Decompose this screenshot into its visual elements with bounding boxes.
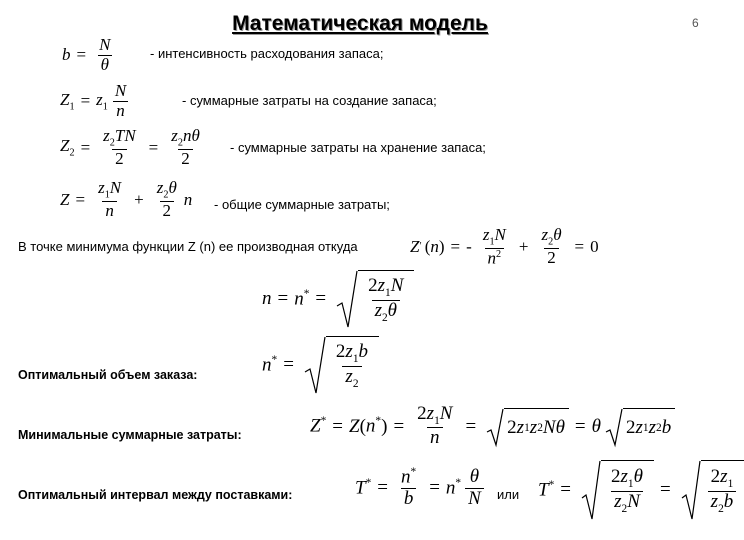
formula-derivative: Z ′ ( n ) = - $\frac{z_1N}{n^2}$ + $\frac{z_2\theta}{2}$ = 0 xyxy=(410,225,599,268)
optimal-interval-label: Оптимальный интервал между поставками: xyxy=(18,488,293,502)
formula-min-costs: Z* = Z ( n* ) = $\frac{2z_1N}{n}$ = 2 z 1 z 2 Nθ = θ 2 z 1 z 2 b xyxy=(310,404,675,449)
formula-n-star: n = n* = $\frac{2z_1N}{z_2\theta}$ xyxy=(262,270,414,328)
radical-sign xyxy=(304,336,326,394)
slide-title: Математическая модель xyxy=(232,12,488,35)
radical-sign xyxy=(605,408,623,446)
optimal-order-label: Оптимальный объем заказа: xyxy=(18,368,198,382)
formula-b: b = $\frac{N}{\theta}$ xyxy=(62,35,111,74)
formula-z1: $Z_1$ = $z_1$ $\frac{N}{n}$ xyxy=(60,81,127,120)
minimum-text: В точке минимума функции Z (n) ее производная откуда xyxy=(18,239,358,254)
min-costs-label: Минимальные суммарные затраты: xyxy=(18,428,242,442)
radical-sign xyxy=(681,460,701,520)
definition-b: - интенсивность расходования запаса; xyxy=(150,46,384,61)
radical-sign xyxy=(336,270,358,328)
or-text: или xyxy=(497,487,520,502)
definition-z2: - суммарные затраты на хранение запаса; xyxy=(230,140,486,155)
formula-optimal-interval: T* = $\frac{n^*}{b}$ = n* $\frac{\theta}{N}$ xyxy=(355,466,488,510)
definition-total: - общие суммарные затраты; xyxy=(214,197,390,212)
formula-optimal-interval-alt: T* = $\frac{2z_1\theta}{z_2N}$ = $\frac{2z_1}{z_2b}$ xyxy=(538,460,744,520)
page-number: 6 xyxy=(692,16,699,30)
definition-z1: - суммарные затраты на создание запаса; xyxy=(182,93,437,108)
radical-sign xyxy=(581,460,601,520)
radical-sign xyxy=(486,408,504,446)
formula-z2: $Z_2$ = $\frac{z_2TN}{2}$ = $\frac{z_2n\theta}{2}$ xyxy=(60,126,200,168)
formula-total: Z = $\frac{z_1N}{n}$ + $\frac{z_2\theta}{2}$ n xyxy=(60,178,193,220)
formula-optimal-order: n* = $\frac{2z_1b}{z_2}$ xyxy=(262,336,379,394)
